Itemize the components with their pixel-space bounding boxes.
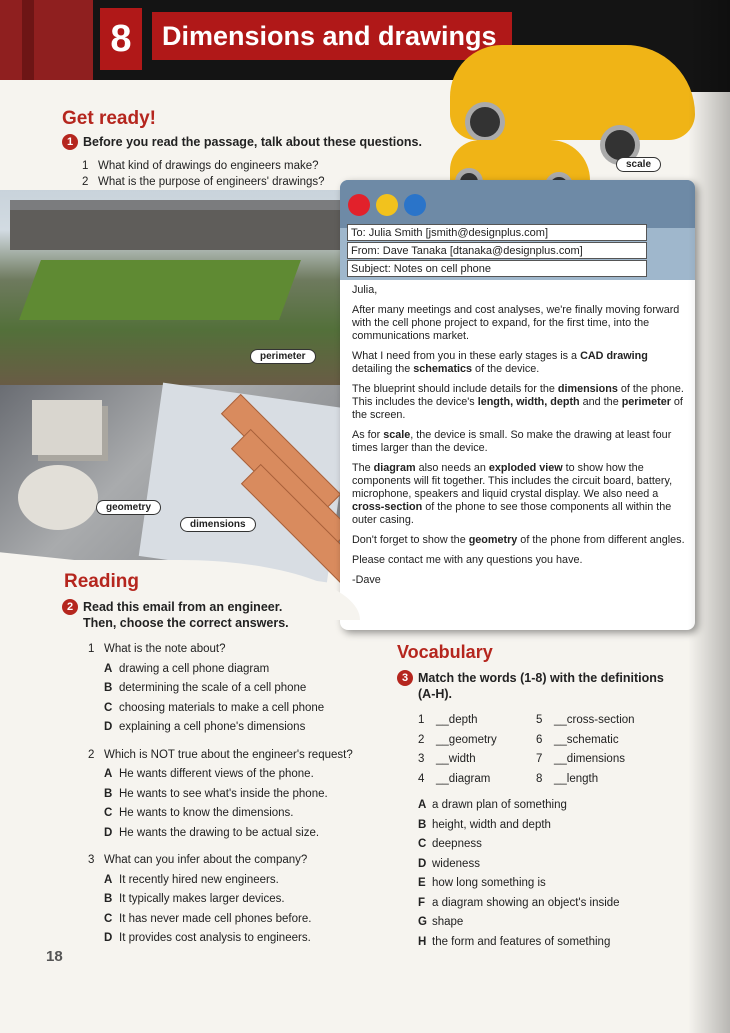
definition: C deepness <box>418 838 482 850</box>
match-row: 3 __width 7 __dimensions <box>418 750 635 770</box>
email-window <box>340 180 695 630</box>
answer-blank[interactable]: __ <box>554 753 567 765</box>
match-row: 2 __geometry 6 __schematic <box>418 731 635 751</box>
task-number: 1 <box>62 134 78 150</box>
reading-instruction: 2 Read this email from an engineer. Then, choose the correct answers. <box>62 599 289 631</box>
answer-blank[interactable]: __ <box>436 714 449 726</box>
answer-option[interactable]: B determining the scale of a cell phone <box>104 682 307 694</box>
answer-option[interactable]: B It typically makes larger devices. <box>104 893 285 905</box>
question-group: 3 What can you infer about the company? A It recently hired new engineers. B It typically makes larger devices. C It has never made cell phones before. D It provides cost analysis to engineers. <box>88 851 353 949</box>
answer-blank[interactable]: __ <box>554 772 567 785</box>
close-icon[interactable] <box>348 194 370 216</box>
definition: G shape <box>418 916 464 928</box>
definition: H the form and features of something <box>418 935 611 948</box>
answer-option[interactable]: C It has never made cell phones before. <box>104 912 312 925</box>
email-paragraph: The blueprint should include details for the dimensions of the phone. This includes the device's length, width, depth and the perimeter of the screen. <box>352 383 684 421</box>
answer-option[interactable]: D explaining a cell phone's dimensions <box>104 721 306 733</box>
unit-title: Dimensions and drawings <box>152 12 512 60</box>
match-row: 1 __depth 5 __cross-section <box>418 711 635 731</box>
reading-title: Reading <box>64 571 139 592</box>
answer-blank[interactable]: __ <box>436 772 449 785</box>
page-number: 18 <box>46 948 63 965</box>
matching-words <box>418 711 635 789</box>
answer-option[interactable]: A He wants different views of the phone. <box>104 768 314 780</box>
email-from-field[interactable]: From: Dave Tanaka [dtanaka@designplus.com] <box>347 242 647 259</box>
answer-blank[interactable]: __ <box>436 733 449 746</box>
minimize-icon[interactable] <box>376 194 398 216</box>
answer-blank[interactable]: __ <box>436 753 449 765</box>
answer-option[interactable]: B He wants to see what's inside the phone. <box>104 787 328 800</box>
get-ready-title: Get ready! <box>62 108 156 129</box>
answer-option[interactable]: A It recently hired new engineers. <box>104 873 279 886</box>
scale-label: scale <box>616 157 661 172</box>
maximize-icon[interactable] <box>404 194 426 216</box>
answer-option[interactable]: D He wants the drawing to be actual size. <box>104 826 320 839</box>
answer-blank[interactable]: __ <box>554 714 567 726</box>
answer-option[interactable]: A drawing a cell phone diagram <box>104 662 270 675</box>
email-paragraph: As for scale, the device is small. So make the drawing at least four times larger than the device. <box>352 429 672 454</box>
perimeter-label: perimeter <box>250 349 316 364</box>
instruction-text: Before you read the passage, talk about these questions. <box>83 135 422 149</box>
email-greeting: Julia, <box>352 284 378 296</box>
question-group: 1 What is the note about? A drawing a cell phone diagram B determining the scale of a cell phone C choosing materials to make a cell phone D explaining a cell phone's dimensions <box>88 640 353 738</box>
definition: E how long something is <box>418 877 546 889</box>
definition: B height, width and depth <box>418 818 551 831</box>
email-paragraph: The diagram also needs an exploded view to show how the components will fit together. This includes the circuit board, battery, microphone, speakers and liquid crystal display. We also need a cross-section of the phone to see those components all within the outer casing. <box>352 462 673 526</box>
fort-lawn <box>19 260 301 320</box>
unit-number: 8 <box>100 8 142 70</box>
fort-building <box>10 210 340 250</box>
question: 2 What is the purpose of engineers' drawings? <box>82 176 325 188</box>
answer-option[interactable]: D It provides cost analysis to engineers. <box>104 932 311 944</box>
vocabulary-instruction: 3 Match the words (1-8) with the definitions (A-H). <box>397 670 664 702</box>
reading-questions <box>88 640 353 957</box>
question: 1 What kind of drawings do engineers make? <box>82 160 319 172</box>
definitions-list <box>418 796 620 952</box>
email-paragraph: Don't forget to show the geometry of the phone from different angles. <box>352 534 685 546</box>
definition: F a diagram showing an object's inside <box>418 896 620 909</box>
vocabulary-title: Vocabulary <box>397 642 493 662</box>
page-edge-shadow <box>688 0 730 1033</box>
email-paragraph: After many meetings and cost analyses, we're finally moving forward with the cell phone project to expand, for the first time, into the communications market. <box>352 304 680 342</box>
definition: A a drawn plan of something <box>418 799 567 811</box>
email-to-field[interactable]: To: Julia Smith [jsmith@designplus.com] <box>347 224 647 241</box>
email-body <box>352 284 687 594</box>
answer-option[interactable]: C He wants to know the dimensions. <box>104 807 294 819</box>
geometry-label: geometry <box>96 500 161 515</box>
email-signoff: -Dave <box>352 574 381 586</box>
answer-option[interactable]: C choosing materials to make a cell phone <box>104 701 325 714</box>
wheel <box>465 102 505 142</box>
definition: D wideness <box>418 857 480 870</box>
email-paragraph: What I need from you in these early stages is a CAD drawing detailing the schematics of the device. <box>352 350 648 375</box>
match-row: 4 __diagram 8 __length <box>418 770 635 790</box>
question-group: 2 Which is NOT true about the engineer's request? A He wants different views of the phone. B He wants to see what's inside the phone. C He wants to know the dimensions. D He wants the drawing to be actual size. <box>88 746 353 844</box>
task-number: 3 <box>397 670 413 686</box>
task-number: 2 <box>62 599 78 615</box>
header-stripe <box>0 0 93 92</box>
cube-shape <box>32 400 102 455</box>
answer-blank[interactable]: __ <box>554 733 567 746</box>
car-photo <box>440 40 700 200</box>
email-subject-field[interactable]: Subject: Notes on cell phone <box>347 260 647 277</box>
dimensions-label: dimensions <box>180 517 256 532</box>
email-paragraph: Please contact me with any questions you have. <box>352 554 583 566</box>
header-stripe-dark <box>22 0 34 92</box>
cylinder-shape <box>18 465 98 530</box>
